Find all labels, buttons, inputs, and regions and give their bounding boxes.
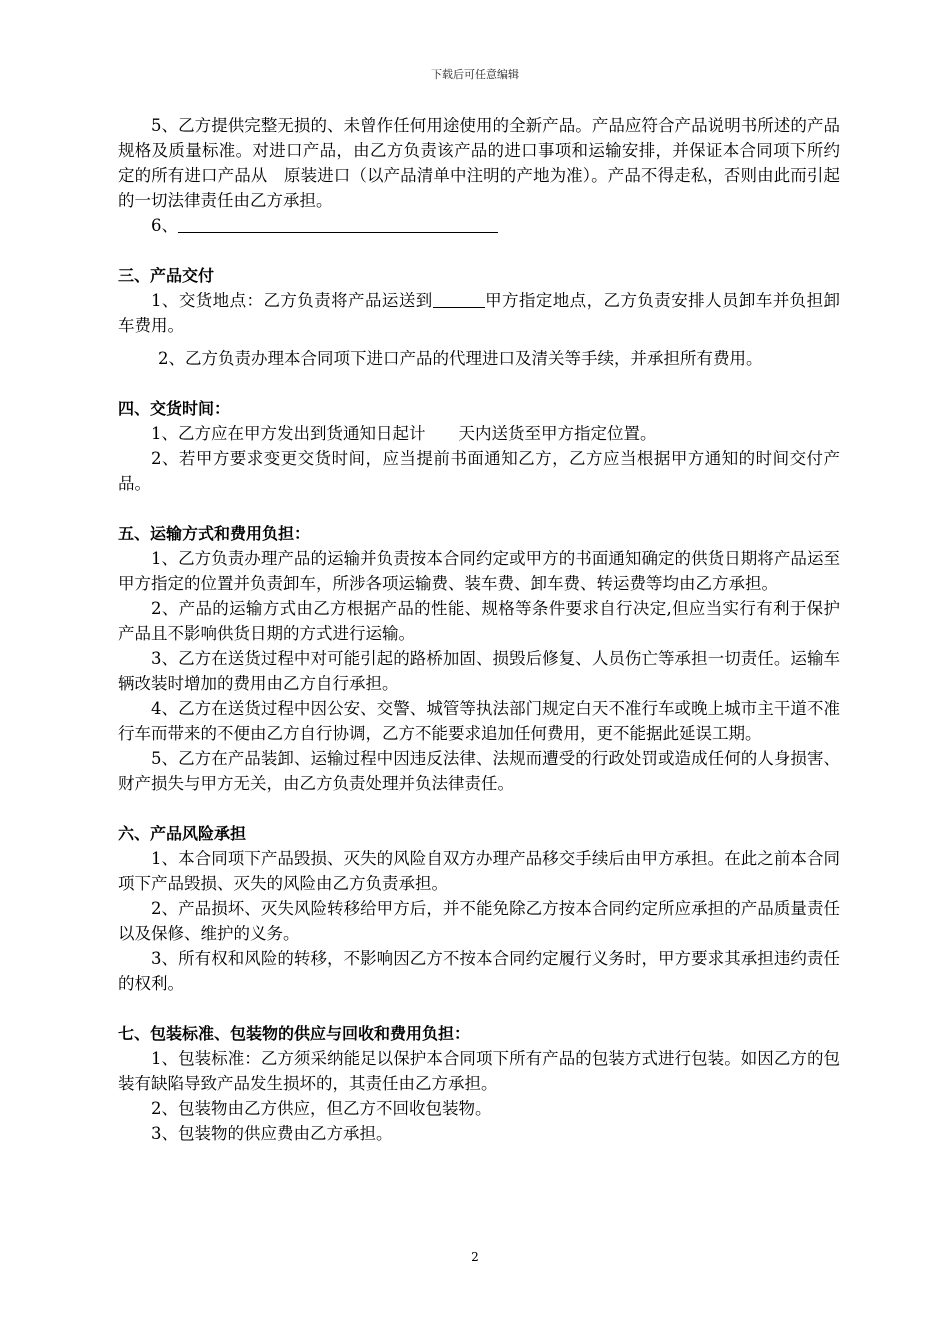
clause-3-2-text: 2、乙方负责办理本合同项下进口产品的代理进口及清关等手续，并承担所有费用。	[158, 349, 763, 368]
page-number: 2	[471, 1250, 479, 1264]
spacer	[118, 796, 840, 821]
clause-2-6-label: 6、	[151, 216, 178, 235]
clause-3-1-b: 甲方指定地点，乙方负责安排人员卸车并负担卸车费用。	[118, 291, 840, 335]
section-4-title: 四、交货时间：	[118, 399, 231, 418]
clause-4-2: 2、若甲方要求变更交货时间，应当提前书面通知乙方，乙方应当根据甲方通知的时间交付产品。	[118, 449, 840, 493]
spacer	[118, 371, 840, 396]
clause-7-2: 2、包装物由乙方供应，但乙方不回收包装物。	[151, 1099, 492, 1118]
blank-line	[178, 214, 498, 233]
section-3-title: 三、产品交付	[118, 266, 215, 285]
clause-5-3: 3、乙方在送货过程中对可能引起的路桥加固、损毁后修复、人员伤亡等承担一切责任。运输车辆改装时增加的费用由乙方自行承担。	[118, 649, 840, 693]
spacer	[118, 338, 840, 346]
clause-5-4: 4、乙方在送货过程中因公安、交警、城管等执法部门规定白天不准行车或晚上城市主干道不准行车而带来的不便由乙方自行协调，乙方不能要求追加任何费用，更不能据此延误工期。	[118, 699, 840, 743]
clause-4-1: 1、乙方应在甲方发出到货通知日起计 天内送货至甲方指定位置。	[151, 424, 657, 443]
clause-6-2: 2、产品损坏、灭失风险转移给甲方后，并不能免除乙方按本合同约定所应承担的产品质量责任以及保修、维护的义务。	[118, 899, 840, 943]
blank-line	[433, 289, 485, 308]
document-body	[118, 113, 840, 1146]
clause-5-5: 5、乙方在产品装卸、运输过程中因违反法律、法规而遭受的行政处罚或造成任何的人身损害、财产损失与甲方无关，由乙方负责处理并负法律责任。	[118, 749, 840, 793]
page-header: 下载后可任意编辑	[431, 68, 519, 81]
clause-5-2: 2、产品的运输方式由乙方根据产品的性能、规格等条件要求自行决定,但应当实行有利于保护产品且不影响供货日期的方式进行运输。	[118, 599, 840, 643]
section-5-title: 五、运输方式和费用负担：	[118, 524, 311, 543]
clause-7-3: 3、包装物的供应费由乙方承担。	[151, 1124, 393, 1143]
clause-6-3: 3、所有权和风险的转移，不影响因乙方不按本合同约定履行义务时，甲方要求其承担违约责任的权利。	[118, 949, 840, 993]
clause-3-1	[118, 288, 840, 338]
clause-3-1-a: 1、交货地点：乙方负责将产品运送到	[151, 291, 433, 310]
spacer	[118, 496, 840, 521]
clause-5-1: 1、乙方负责办理产品的运输并负责按本合同约定或甲方的书面通知确定的供货日期将产品运至甲方指定的位置并负责卸车，所涉各项运输费、装车费、卸车费、转运费等均由乙方承担。	[118, 549, 840, 593]
clause-2-5: 5、乙方提供完整无损的、未曾作任何用途使用的全新产品。产品应符合产品说明书所述的产品规格及质量标准。对进口产品，由乙方负责该产品的进口事项和运输安排，并保证本合同项下所约定的所有进口产品从 原装进口（以产品清单中注明的产地为准）。产品不得走私，否则由此而引起的一切法律责任由乙方承担。	[118, 116, 840, 210]
clause-2-6	[118, 213, 840, 238]
section-6-title: 六、产品风险承担	[118, 824, 247, 843]
spacer	[118, 238, 840, 263]
clause-6-1: 1、本合同项下产品毁损、灭失的风险自双方办理产品移交手续后由甲方承担。在此之前本合同项下产品毁损、灭失的风险由乙方负责承担。	[118, 849, 840, 893]
clause-3-2	[118, 346, 840, 371]
clause-7-1: 1、包装标准：乙方须采纳能足以保护本合同项下所有产品的包装方式进行包装。如因乙方的包装有缺陷导致产品发生损坏的，其责任由乙方承担。	[118, 1049, 840, 1093]
section-7-title: 七、包装标准、包装物的供应与回收和费用负担：	[118, 1024, 471, 1043]
spacer	[118, 996, 840, 1021]
